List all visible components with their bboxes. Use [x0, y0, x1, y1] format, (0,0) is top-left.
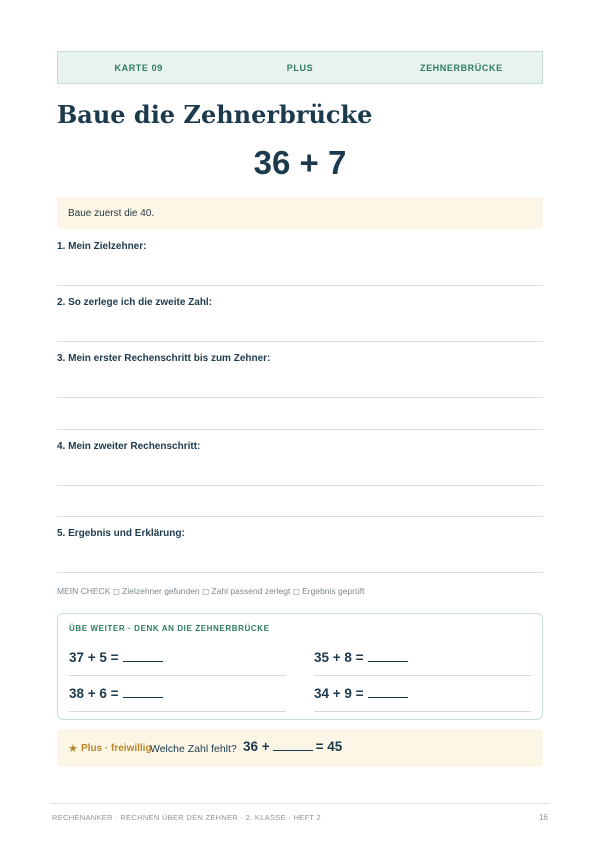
answer-blank[interactable]	[368, 686, 408, 698]
exercise-divider	[314, 675, 531, 676]
practice-box	[57, 613, 543, 720]
exercise-divider	[69, 675, 286, 676]
practice-exercise: 38 + 6 =	[69, 686, 163, 701]
practice-exercise: 34 + 9 =	[314, 686, 408, 701]
answer-blank[interactable]	[368, 650, 408, 662]
answer-line[interactable]	[57, 572, 543, 573]
task-equation: 36 + 7	[253, 144, 347, 181]
self-check-line: MEIN CHECK ◻ Zielzehner gefunden ◻ Zahl passend zerlegt ◻ Ergebnis geprüft	[57, 586, 365, 596]
footer-text: RECHENANKER · RECHNEN ÜBER DEN ZEHNER · 2. KLASSE · HEFT 2	[52, 813, 321, 822]
practice-exercise: 37 + 5 =	[69, 650, 163, 665]
page-number: 16	[539, 813, 548, 822]
star-icon: ★	[68, 743, 78, 755]
question-label: 1. Mein Zielzehner:	[57, 241, 147, 252]
answer-blank[interactable]	[123, 650, 163, 662]
card-header-bar	[57, 51, 543, 84]
bonus-box	[57, 729, 543, 767]
question-label: 2. So zerlege ich die zweite Zahl:	[57, 297, 213, 308]
answer-blank[interactable]	[273, 739, 313, 751]
answer-line[interactable]	[57, 285, 543, 286]
footer-divider	[50, 803, 550, 804]
answer-line[interactable]	[57, 397, 543, 398]
bonus-question: Welche Zahl fehlt?	[150, 743, 237, 755]
topic-label: ZEHNERBRÜCKE	[419, 62, 503, 73]
practice-title: ÜBE WEITER · DENK AN DIE ZEHNERBRÜCKE	[69, 624, 270, 633]
answer-blank[interactable]	[123, 686, 163, 698]
answer-line[interactable]	[57, 429, 543, 430]
answer-line[interactable]	[57, 516, 543, 517]
answer-line[interactable]	[57, 485, 543, 486]
question-label: 3. Mein erster Rechenschritt bis zum Zehner:	[57, 353, 271, 364]
question-label: 5. Ergebnis und Erklärung:	[57, 528, 185, 539]
exercise-divider	[314, 711, 531, 712]
hint-text: Baue zuerst die 40.	[68, 208, 155, 219]
card-number: KARTE 09	[114, 62, 163, 73]
bonus-equation: 36 + = 45	[243, 739, 343, 754]
exercise-divider	[69, 711, 286, 712]
bonus-label: Plus · freiwillig	[81, 743, 152, 754]
practice-exercise: 35 + 8 =	[314, 650, 408, 665]
answer-line[interactable]	[57, 341, 543, 342]
hint-box	[57, 197, 543, 229]
page-title: Baue die Zehnerbrücke	[57, 100, 373, 129]
operation-label: PLUS	[286, 62, 314, 73]
question-label: 4. Mein zweiter Rechenschritt:	[57, 441, 201, 452]
